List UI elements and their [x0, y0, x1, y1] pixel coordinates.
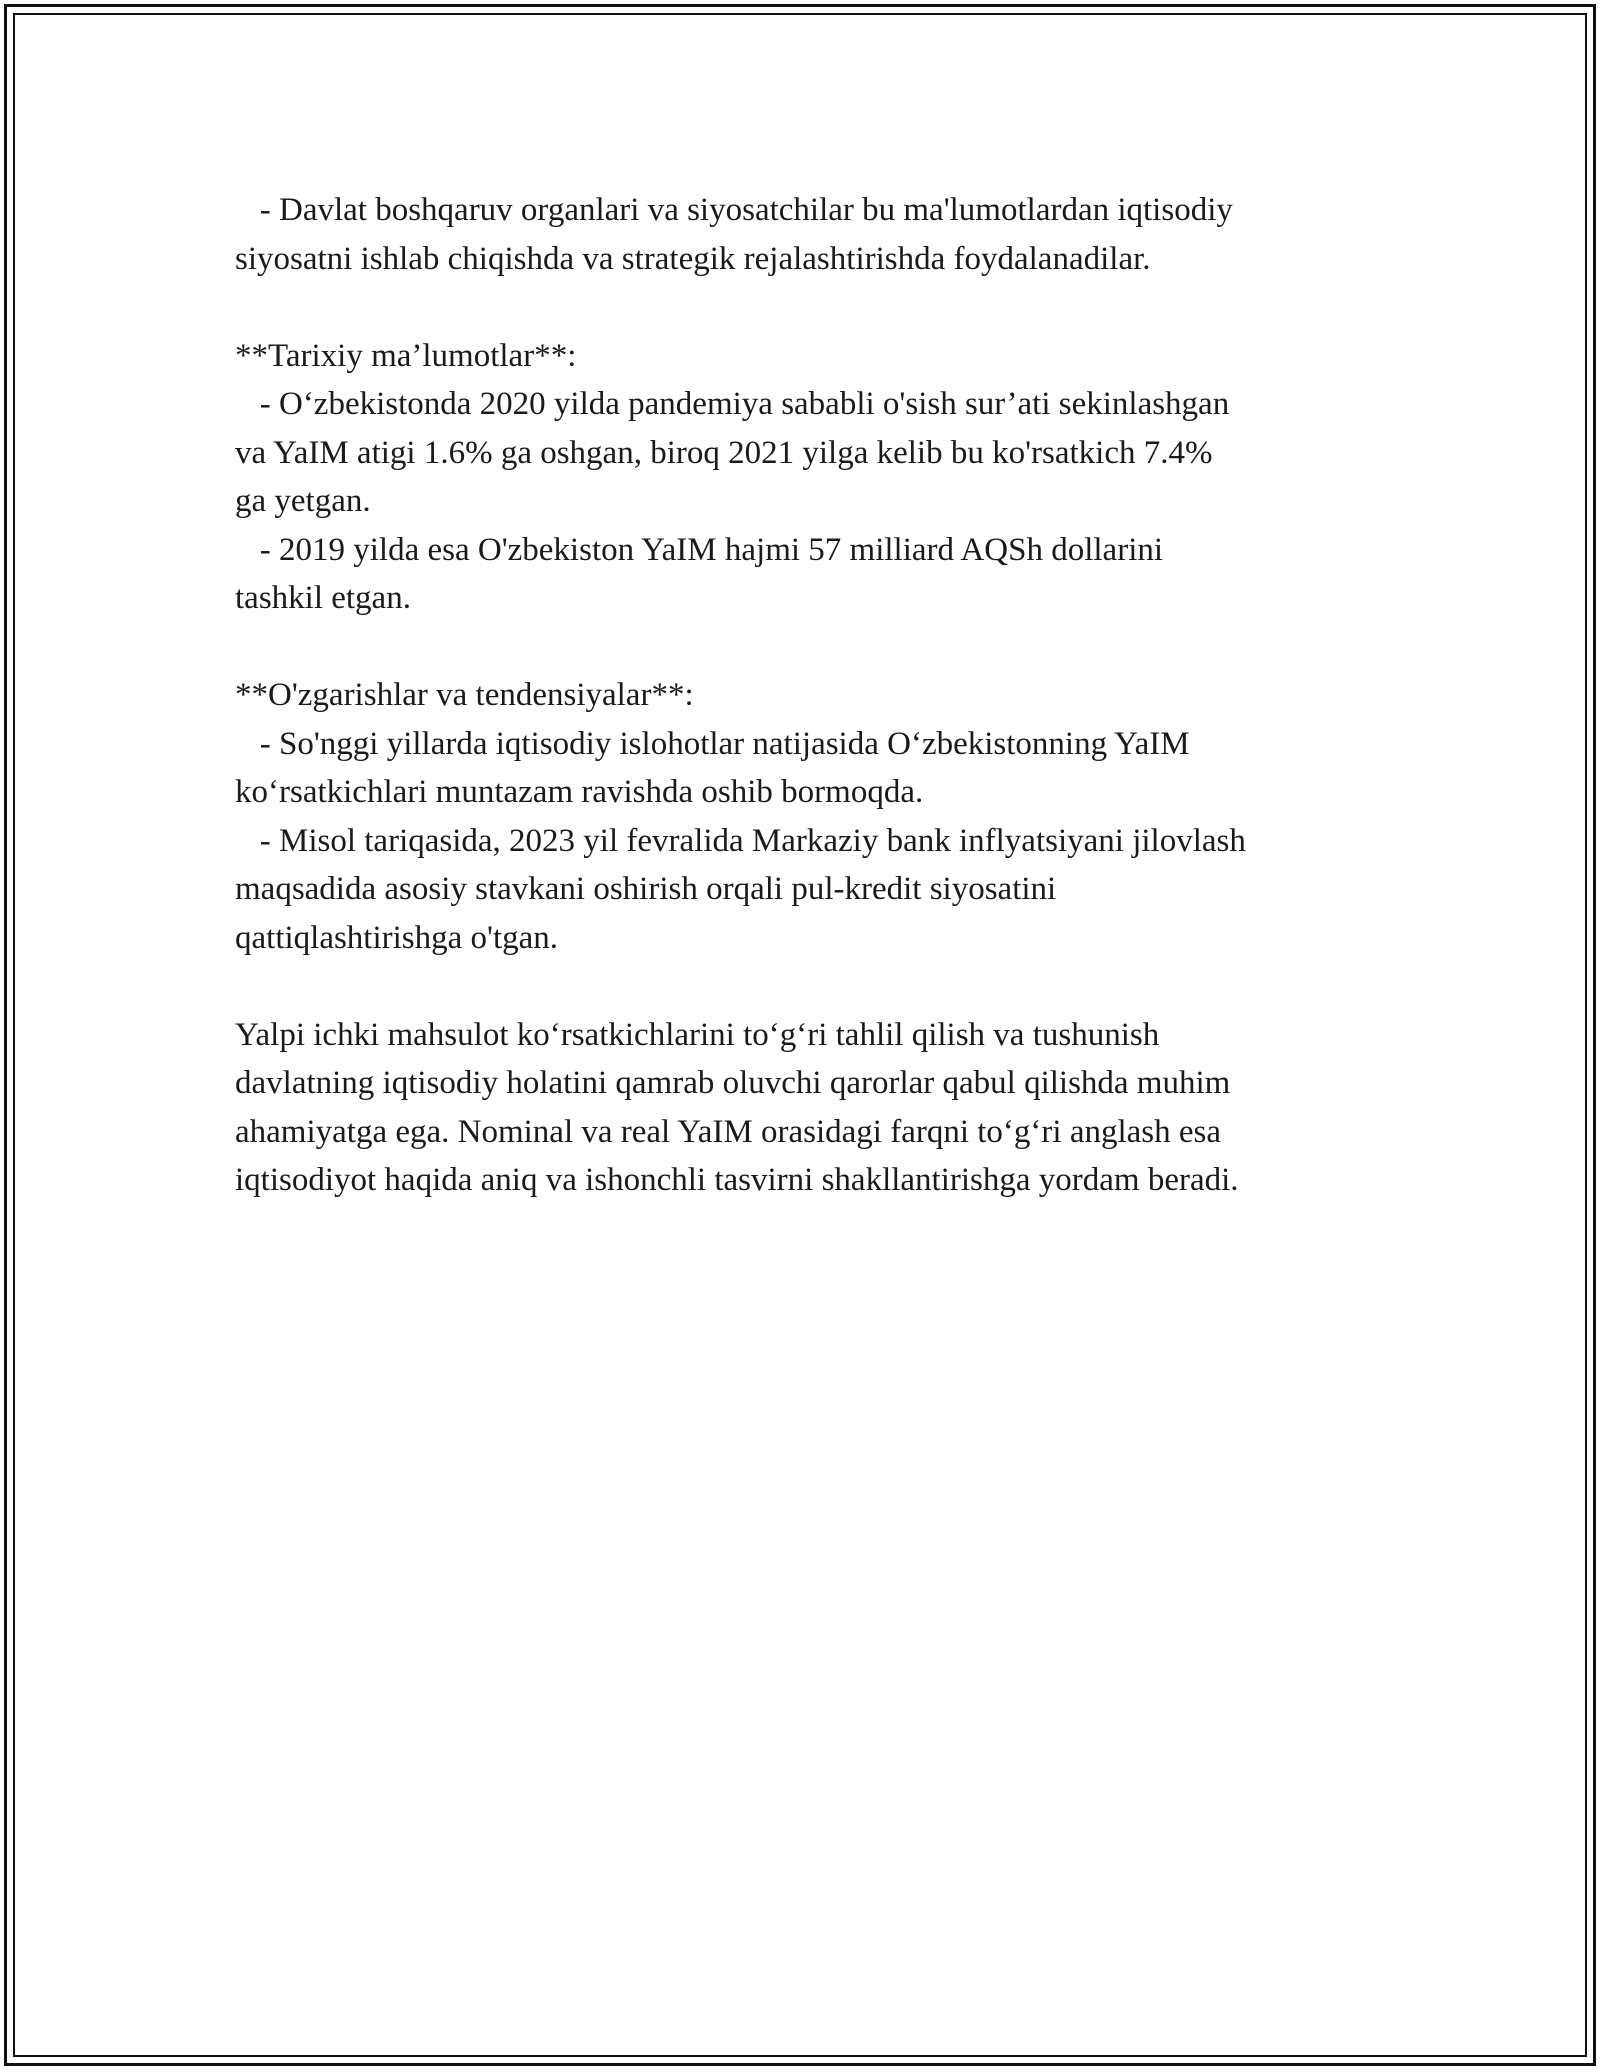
text-line: siyosatni ishlab chiqishda va strategik rejalashtirishda foydalanadilar.	[235, 240, 1151, 277]
text-line: maqsadida asosiy stavkani oshirish orqali pul-kredit siyosatini	[235, 871, 1057, 907]
text-line: - So'nggi yillarda iqtisodiy islohotlar natijasida O‘zbekistonning YaIM	[235, 725, 1190, 762]
blank-line	[235, 962, 1385, 1011]
text-line: - 2019 yilda esa O'zbekiston YaIM hajmi 57 milliard AQSh dollarini	[235, 531, 1164, 568]
blank-line	[235, 623, 1385, 672]
blank-line	[235, 283, 1385, 332]
section-heading-historical-data: **Tarixiy ma’lumotlar**:	[235, 337, 577, 374]
text-line: - O‘zbekistonda 2020 yilda pandemiya sababli o'sish sur’ati sekinlashgan	[235, 386, 1230, 422]
conclusion-line: Yalpi ichki mahsulot ko‘rsatkichlarini to‘g‘ri tahlil qilish va tushunish	[235, 1016, 1160, 1053]
section-heading-changes-trends: **O'zgarishlar va tendensiyalar**:	[235, 677, 694, 713]
text-line: ga yetgan.	[235, 483, 371, 519]
text-line: tashkil etgan.	[235, 580, 411, 616]
conclusion-line: ahamiyatga ega. Nominal va real YaIM orasidagi farqni to‘g‘ri anglash esa	[235, 1113, 1222, 1150]
text-line: - Misol tariqasida, 2023 yil fevralida Markaziy bank inflyatsiyani jilovlash	[235, 822, 1246, 859]
text-line: qattiqlashtirishga o'tgan.	[235, 919, 559, 956]
text-line: ko‘rsatkichlari muntazam ravishda oshib bormoqda.	[235, 774, 924, 810]
text-line: va YaIM atigi 1.6% ga oshgan, biroq 2021 yilga kelib bu ko'rsatkich 7.4%	[235, 434, 1213, 471]
conclusion-line: iqtisodiyot haqida aniq va ishonchli tasvirni shakllantirishga yordam beradi.	[235, 1162, 1239, 1198]
conclusion-line: davlatning iqtisodiy holatini qamrab oluvchi qarorlar qabul qilishda muhim	[235, 1065, 1231, 1101]
text-line: - Davlat boshqaruv organlari va siyosatchilar bu ma'lumotlardan iqtisodiy	[235, 192, 1233, 228]
document-body	[235, 186, 1385, 1205]
